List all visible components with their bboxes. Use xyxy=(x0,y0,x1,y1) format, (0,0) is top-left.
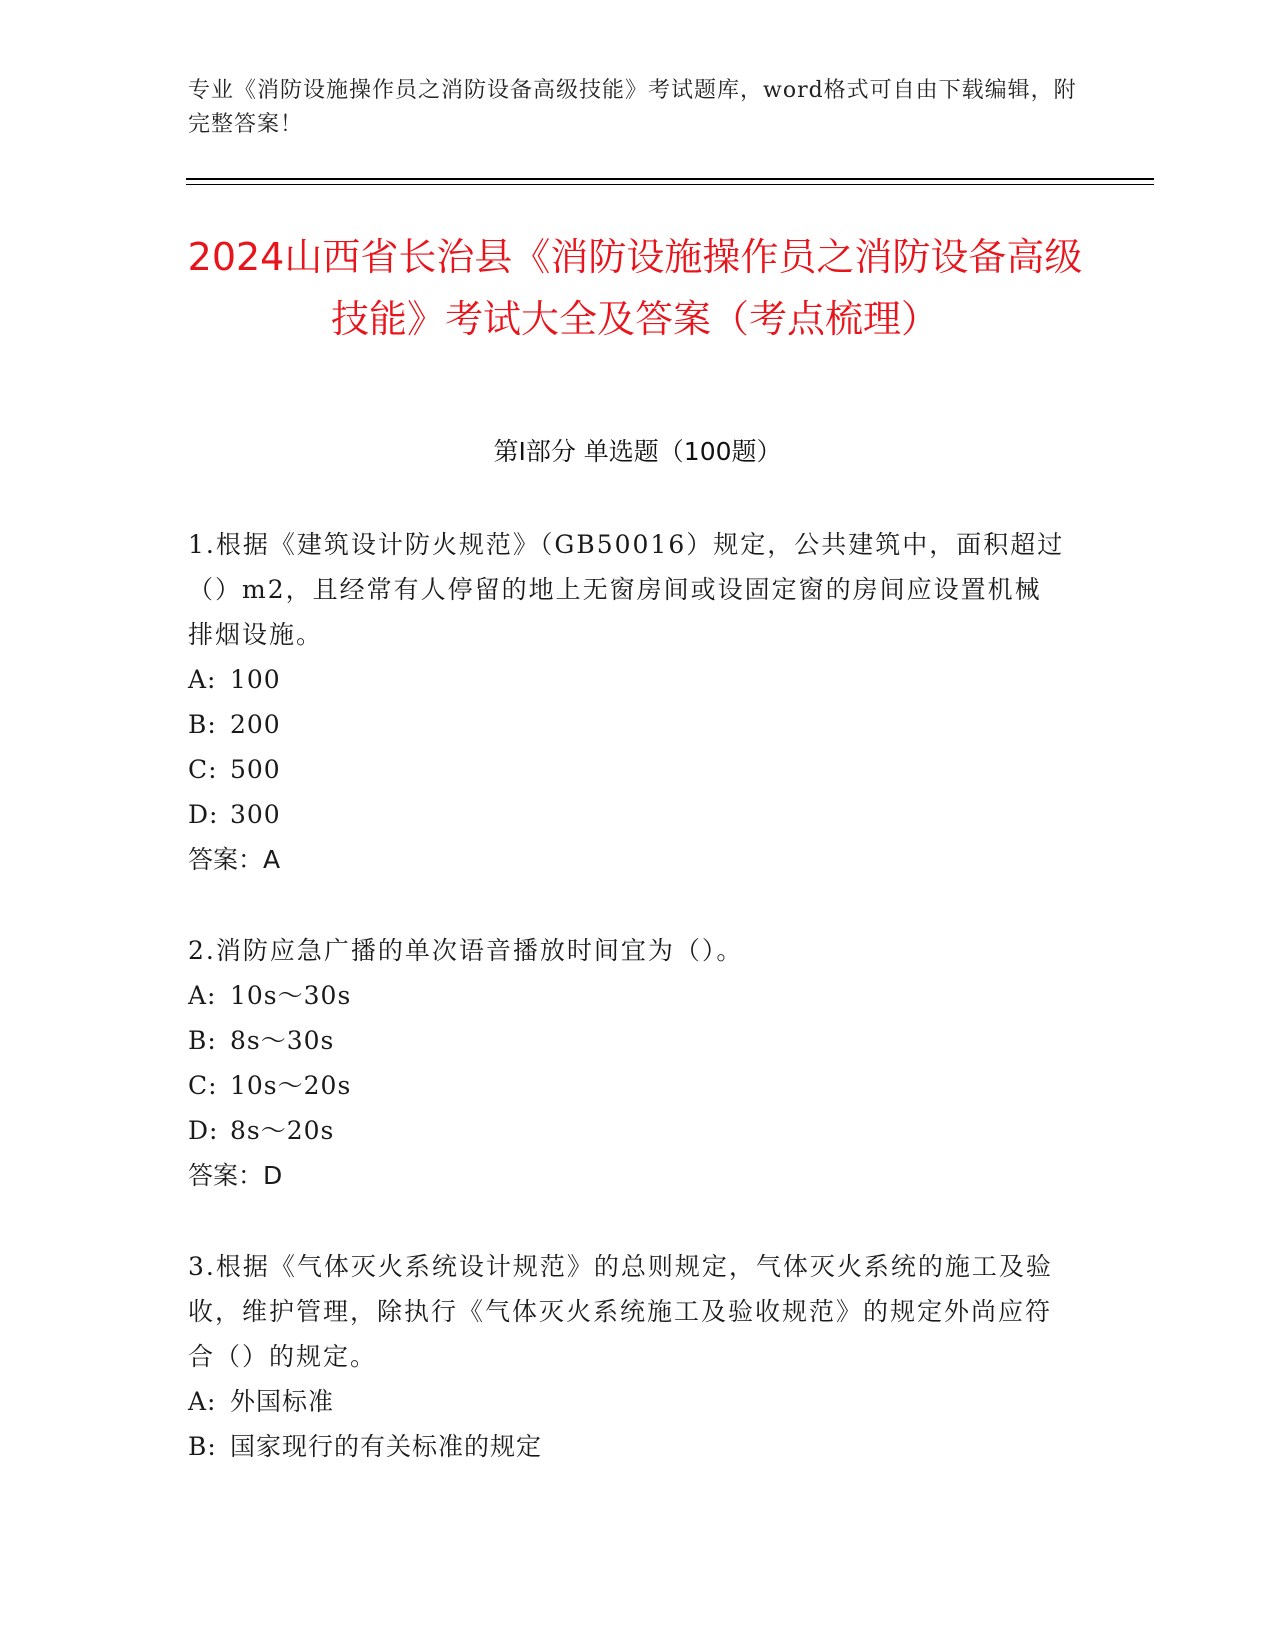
option-b xyxy=(188,1424,1068,1469)
header-divider-thin xyxy=(186,184,1154,185)
option-text: 300 xyxy=(230,800,281,829)
option-text: 8s～30s xyxy=(230,1026,335,1055)
option-d xyxy=(188,792,1068,837)
question-3 xyxy=(188,1244,1068,1469)
option-letter: A: xyxy=(188,981,217,1010)
option-letter: B: xyxy=(188,1432,217,1461)
option-letter: B: xyxy=(188,1026,217,1055)
option-letter: D: xyxy=(188,800,219,829)
question-1 xyxy=(188,522,1068,882)
option-c xyxy=(188,1063,1068,1108)
header-note: 专业《消防设施操作员之消防设备高级技能》考试题库，word格式可自由下载编辑，附完整答案！ xyxy=(188,78,1077,137)
option-a xyxy=(188,1379,1068,1424)
option-letter: A: xyxy=(188,1387,217,1416)
option-text: 国家现行的有关标准的规定 xyxy=(230,1432,543,1461)
option-letter: D: xyxy=(188,1116,219,1145)
section-heading: 第I部分 单选题（100题） xyxy=(493,437,782,466)
option-b xyxy=(188,702,1068,747)
header-divider-thick xyxy=(186,178,1154,180)
option-text: 100 xyxy=(230,665,281,694)
option-letter: A: xyxy=(188,665,217,694)
option-a xyxy=(188,657,1068,702)
question-list xyxy=(188,522,1068,1515)
option-text: 外国标准 xyxy=(230,1387,335,1416)
question-stem: 2.消防应急广播的单次语音播放时间宜为（）。 xyxy=(188,936,744,965)
option-b xyxy=(188,1018,1068,1063)
option-text: 200 xyxy=(230,710,281,739)
option-a xyxy=(188,973,1068,1018)
question-2 xyxy=(188,928,1068,1198)
document-title: 2024山西省长治县《消防设施操作员之消防设备高级技能》考试大全及答案（考点梳理） xyxy=(187,235,1083,341)
option-text: 8s～20s xyxy=(230,1116,335,1145)
option-text: 10s～30s xyxy=(230,981,352,1010)
answer-line: 答案：D xyxy=(188,1161,283,1190)
answer-line: 答案：A xyxy=(188,845,281,874)
option-d xyxy=(188,1108,1068,1153)
option-letter: C: xyxy=(188,1071,218,1100)
option-text: 500 xyxy=(230,755,281,784)
option-letter: C: xyxy=(188,755,218,784)
question-stem: 1.根据《建筑设计防火规范》（GB50016）规定，公共建筑中，面积超过（）m2，且经常有人停留的地上无窗房间或设固定窗的房间应设置机械排烟设施。 xyxy=(188,530,1065,649)
option-c xyxy=(188,747,1068,792)
option-text: 10s～20s xyxy=(230,1071,352,1100)
question-stem: 3.根据《气体灭火系统设计规范》的总则规定，气体灭火系统的施工及验收，维护管理，除执行《气体灭火系统施工及验收规范》的规定外尚应符合（）的规定。 xyxy=(188,1252,1053,1371)
option-letter: B: xyxy=(188,710,217,739)
